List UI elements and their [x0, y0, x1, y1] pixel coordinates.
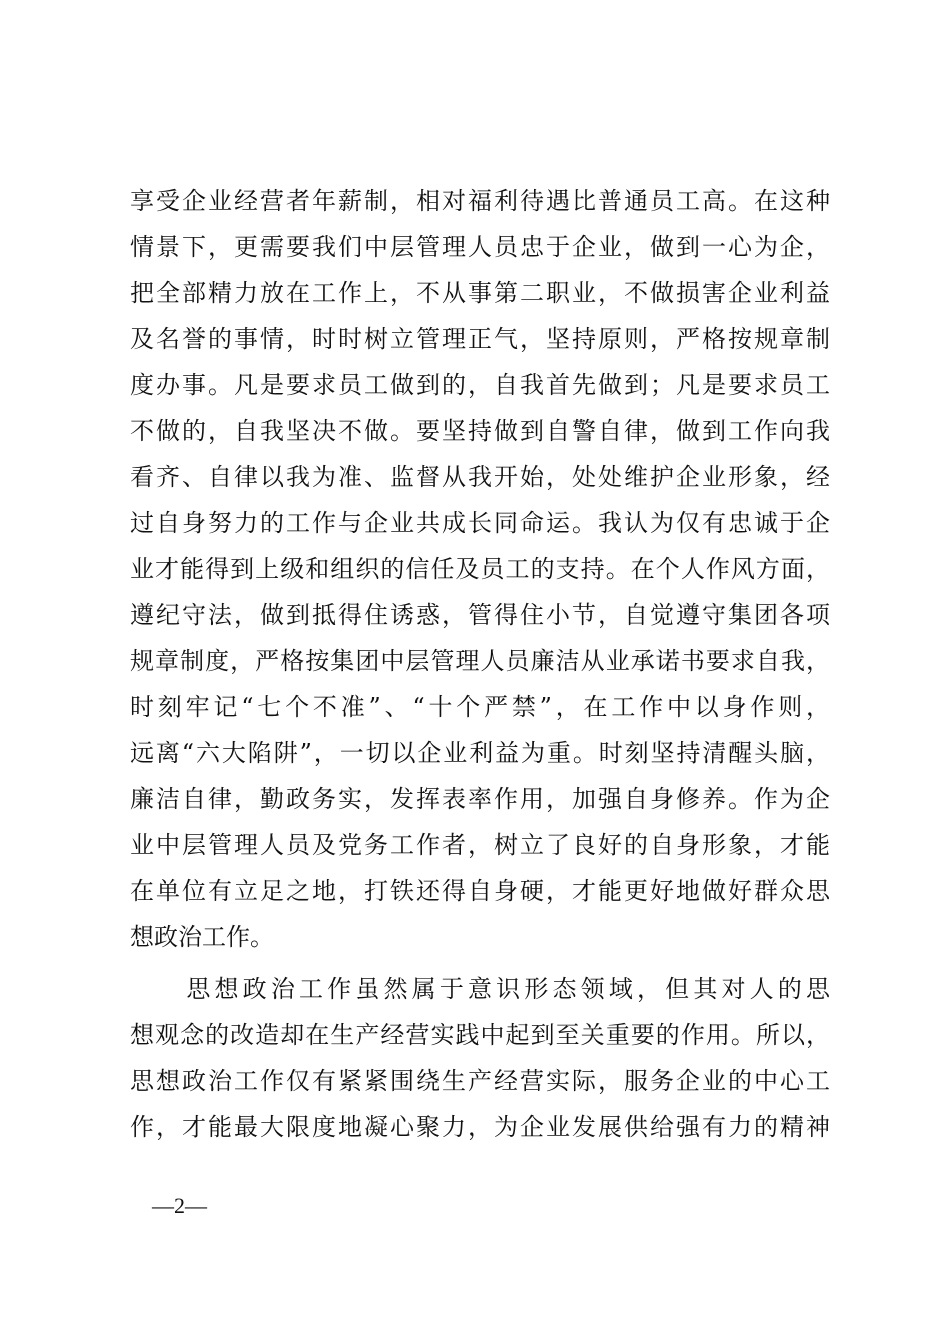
- paragraph-1-line-16: 在单位有立足之地，打铁还得自身硬，才能更好地做好群众思: [130, 877, 830, 905]
- paragraph-1-line-2: 情景下，更需要我们中层管理人员忠于企业，做到一心为企，: [130, 233, 830, 261]
- paragraph-1-line-6: 不做的，自我坚决不做。要坚持做到自警自律，做到工作向我: [130, 417, 830, 445]
- paragraph-1-line-8: 过自身努力的工作与企业共成长同命运。我认为仅有忠诚于企: [130, 509, 830, 537]
- paragraph-1-line-9: 业才能得到上级和组织的信任及员工的支持。在个人作风方面，: [130, 555, 830, 583]
- paragraph-2-line-2: 想观念的改造却在生产经营实践中起到至关重要的作用。所以，: [130, 1021, 830, 1049]
- paragraph-1-line-17: 想政治工作。: [130, 923, 274, 951]
- paragraph-1-line-11: 规章制度，严格按集团中层管理人员廉洁从业承诺书要求自我，: [130, 647, 830, 675]
- paragraph-1-line-7: 看齐、自律以我为准、监督从我开始，处处维护企业形象，经: [130, 463, 830, 491]
- paragraph-2-line-4: 作，才能最大限度地凝心聚力，为企业发展供给强有力的精神: [130, 1113, 830, 1141]
- paragraph-1-line-5: 度办事。凡是要求员工做到的，自我首先做到；凡是要求员工: [130, 371, 830, 399]
- paragraph-1-line-12: 时刻牢记“七个不准”、“十个严禁”，在工作中以身作则，: [130, 693, 830, 721]
- paragraph-1-line-3: 把全部精力放在工作上，不从事第二职业，不做损害企业利益: [130, 279, 830, 307]
- paragraph-1-line-15: 业中层管理人员及党务工作者，树立了良好的自身形象，才能: [130, 831, 830, 859]
- document-body: [130, 178, 830, 1150]
- page-number: —2—: [152, 1193, 207, 1218]
- paragraph-1-line-4: 及名誉的事情，时时树立管理正气，坚持原则，严格按规章制: [130, 325, 830, 353]
- paragraph-1-line-10: 遵纪守法，做到抵得住诱惑，管得住小节，自觉遵守集团各项: [130, 601, 830, 629]
- paragraph-2-line-1: 思想政治工作虽然属于意识形态领域，但其对人的思: [130, 975, 830, 1003]
- paragraph-1-line-13: 远离“六大陷阱”，一切以企业利益为重。时刻坚持清醒头脑，: [130, 739, 830, 767]
- paragraph-2-line-3: 思想政治工作仅有紧紧围绕生产经营实际，服务企业的中心工: [130, 1067, 830, 1095]
- paragraph-1-line-1: 享受企业经营者年薪制，相对福利待遇比普通员工高。在这种: [130, 187, 830, 215]
- paragraph-1-line-14: 廉洁自律，勤政务实，发挥表率作用，加强自身修养。作为企: [130, 785, 830, 813]
